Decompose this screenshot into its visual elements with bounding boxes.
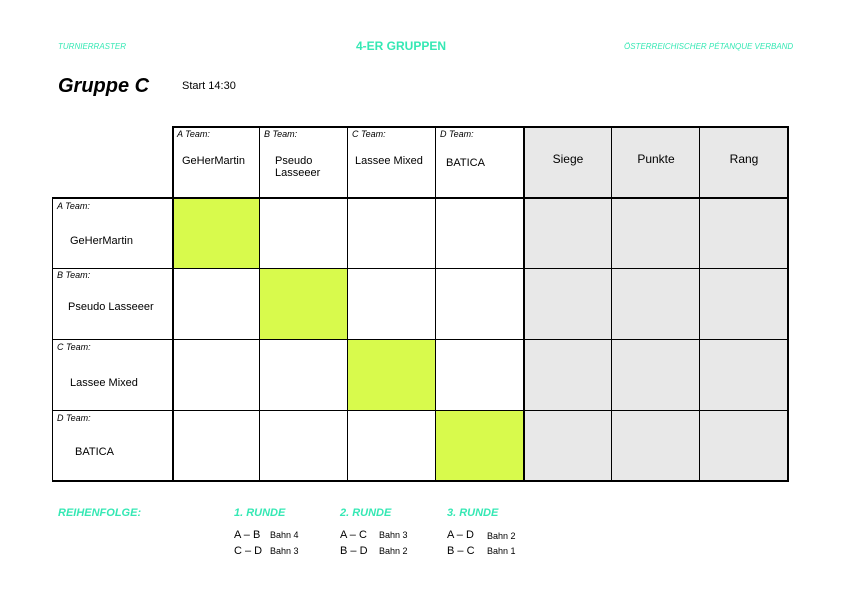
col-d-label: D Team: — [440, 129, 474, 139]
rang-header: Rang — [729, 152, 759, 166]
row-a-name: GeHerMartin — [70, 235, 133, 247]
round-3-title: 3. RUNDE — [447, 507, 499, 519]
round-3-bahn-2: Bahn 1 — [487, 546, 516, 556]
diagonal-cell-d — [435, 410, 524, 481]
round-2-bahn-1: Bahn 3 — [379, 530, 408, 540]
header-title: 4-ER GRUPPEN — [356, 39, 447, 53]
col-b-name: Pseudo Lasseeer — [275, 155, 321, 179]
row-a-label: A Team: — [57, 201, 90, 211]
diagonal-cell-c — [348, 339, 435, 410]
row-c-label: C Team: — [57, 342, 91, 352]
round-2-title: 2. RUNDE — [340, 507, 392, 519]
start-time: Start 14:30 — [182, 80, 236, 92]
stats-area — [524, 127, 788, 481]
round-3-bahn-1: Bahn 2 — [487, 531, 516, 541]
round-2-bahn-2: Bahn 2 — [379, 546, 408, 556]
col-c-label: C Team: — [352, 129, 386, 139]
round-1-game-1: A – B — [234, 529, 261, 541]
round-2-game-2: B – D — [340, 545, 368, 557]
diagonal-cell-a — [173, 198, 260, 268]
row-c-name: Lassee Mixed — [70, 377, 138, 389]
row-d-name: BATICA — [75, 446, 114, 458]
col-a-label: A Team: — [177, 129, 210, 139]
header-right: ÖSTERREICHISCHER PÉTANQUE VERBAND — [624, 42, 794, 51]
header-left: TURNIERRASTER — [58, 42, 127, 51]
round-1-bahn-1: Bahn 4 — [270, 530, 299, 540]
row-d-label: D Team: — [57, 413, 91, 423]
diagonal-cell-b — [260, 268, 348, 339]
row-b-name: Pseudo Lasseeer — [68, 301, 154, 313]
col-a-name: GeHerMartin — [182, 155, 245, 167]
round-3-game-2: B – C — [447, 545, 475, 557]
schedule-label: REIHENFOLGE: — [58, 507, 142, 519]
round-3-game-1: A – D — [447, 529, 474, 541]
col-d-name: BATICA — [446, 157, 485, 169]
round-1-title: 1. RUNDE — [234, 507, 286, 519]
round-1-bahn-2: Bahn 3 — [270, 546, 299, 556]
round-2-game-1: A – C — [340, 529, 367, 541]
col-b-label: B Team: — [264, 129, 298, 139]
round-1-game-2: C – D — [234, 545, 263, 557]
punkte-header: Punkte — [637, 152, 675, 166]
siege-header: Siege — [552, 152, 584, 166]
row-b-label: B Team: — [57, 270, 91, 280]
col-c-name: Lassee Mixed — [355, 155, 423, 167]
group-title: Gruppe C — [58, 75, 150, 97]
